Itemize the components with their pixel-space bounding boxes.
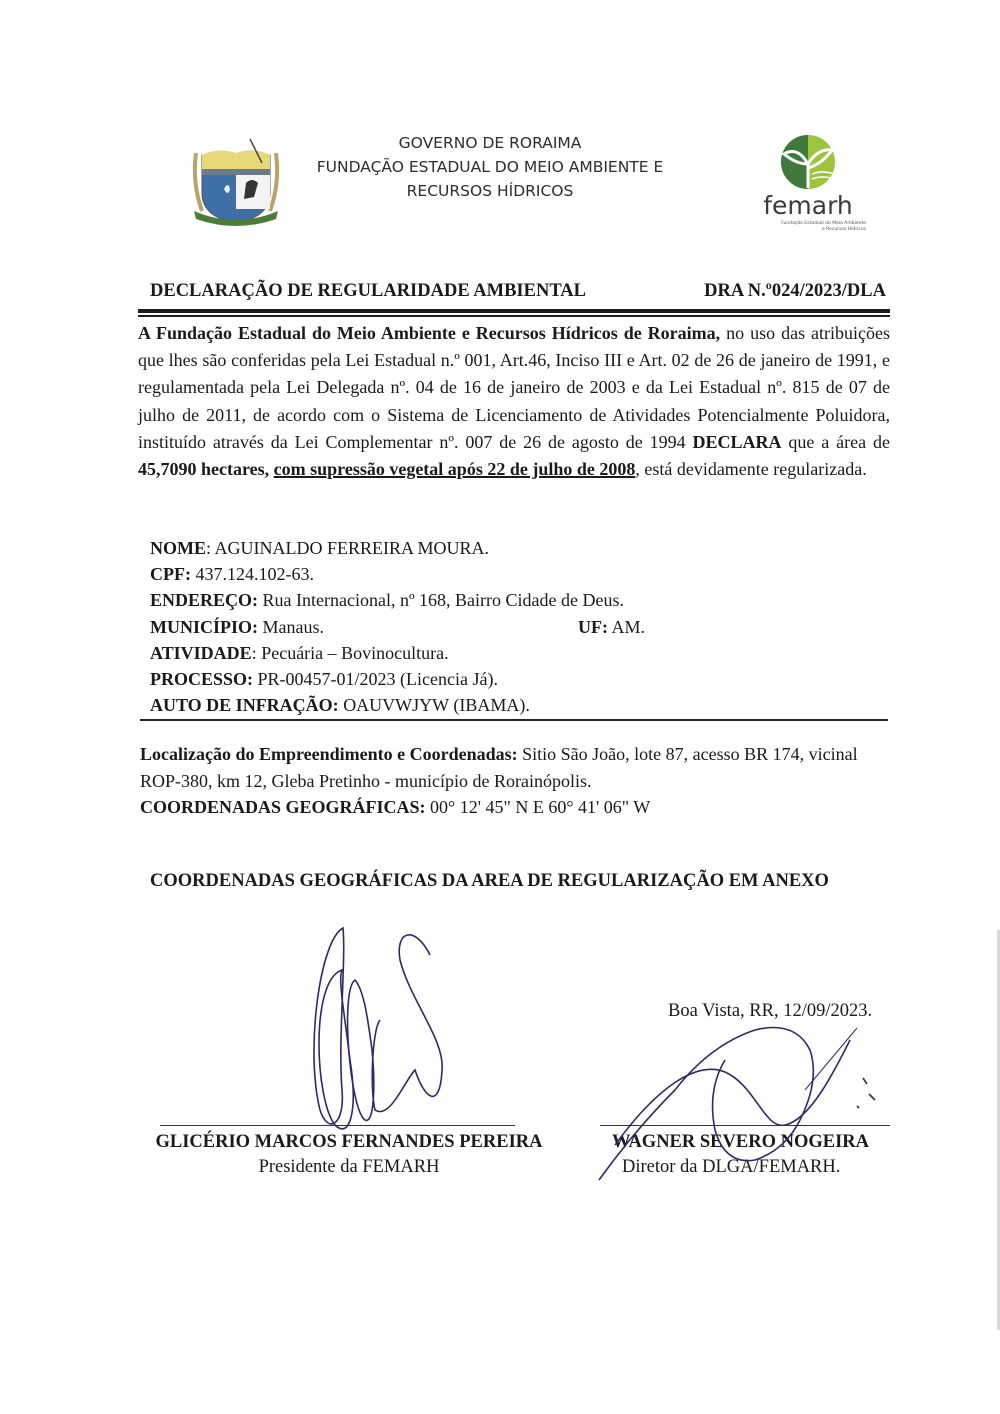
field-address	[150, 587, 890, 613]
field-sep: :	[206, 538, 215, 558]
regularized-text: , está devidamente regularizada.	[635, 459, 867, 480]
field-activity	[150, 640, 890, 666]
document-number: DRA N.º024/2023/DLA	[704, 281, 886, 301]
uf-value: AM.	[608, 616, 646, 637]
signature-line-president	[160, 1125, 515, 1126]
title-divider-thin	[138, 315, 890, 317]
field-label: MUNICÍPIO:	[150, 616, 258, 637]
coordinates-label: COORDENADAS GEOGRÁFICAS:	[140, 797, 426, 817]
location-value: Sitio São João, lote 87, acesso BR 174, vicinal ROP-380, km 12, Gleba Pretinho - município de Rorainópolis.	[140, 744, 858, 791]
declaration-paragraph	[138, 320, 890, 483]
femarh-tagline-2: e Recursos Hídricos	[821, 227, 866, 232]
field-value: Rua Internacional, nº 168, Bairro Cidade de Deus.	[262, 590, 624, 611]
signatory-role-director: Diretor da DLGA/FEMARH.	[622, 1157, 841, 1177]
field-value: OAUVWJYW (IBAMA).	[343, 695, 530, 716]
field-label: ATIVIDADE	[150, 642, 252, 663]
location-block	[140, 741, 890, 821]
place-date: Boa Vista, RR, 12/09/2023.	[668, 1001, 873, 1021]
holder-fields	[150, 535, 890, 718]
femarh-tagline-1: Fundação Estadual do Meio Ambiente	[781, 221, 866, 226]
coordinates-text	[140, 794, 890, 821]
comma: ,	[264, 459, 274, 480]
femarh-wordmark: femarh	[763, 191, 853, 220]
signatory-name-president: GLICÉRIO MARCOS FERNANDES PEREIRA	[155, 1132, 543, 1152]
header-foundation-cont: RECURSOS HÍDRICOS	[406, 182, 574, 200]
fields-divider	[140, 719, 888, 721]
location-text	[140, 741, 890, 794]
header-foundation: FUNDAÇÃO ESTADUAL DO MEIO AMBIENTE E	[316, 158, 664, 176]
location-label: Localização do Empreendimento e Coordenadas:	[140, 744, 518, 764]
field-process	[150, 666, 890, 692]
field-label: AUTO DE INFRAÇÃO:	[150, 695, 339, 716]
foundation-name: A Fundação Estadual do Meio Ambiente e Recursos Hídricos de Roraima,	[138, 323, 721, 343]
suppression-note: com supressão vegetal após 22 de julho de 2008	[273, 459, 636, 480]
field-uf	[578, 614, 645, 640]
field-label: NOME	[150, 538, 206, 558]
field-value: AGUINALDO FERREIRA MOURA.	[214, 538, 490, 558]
header-government: GOVERNO DE RORAIMA	[398, 134, 582, 152]
field-label: CPF:	[150, 564, 191, 585]
area-value: 45,7090 hectares	[138, 459, 265, 480]
legal-basis-text: no uso das atribuições que lhes são conferidas pela Lei Estadual n.º 001, Art.46, Inciso III e Art. 02 de 26 de janeiro de 1991, e regulamentada pela Lei Delegada nº. 04 de 16 de janeiro de 2003 e da Lei Estadual nº. 815 de 07 de julho de 2011, de acordo com o Sistema de Licenciamento de Atividades Potencialmente Poluidora, instituído através da Lei Complementar nº. 007 de 26 de agosto de 1994	[138, 323, 891, 452]
field-value: Pecuária – Bovinocultura.	[261, 642, 449, 663]
field-municipality	[150, 614, 890, 640]
field-sep: :	[251, 642, 262, 663]
field-name	[150, 535, 890, 561]
coordinates-value: 00° 12' 45" N E 60° 41' 06" W	[425, 797, 651, 817]
field-value: PR-00457-01/2023 (Licencia Já).	[257, 669, 498, 690]
uf-label: UF:	[578, 616, 608, 637]
title-divider-thick	[138, 309, 890, 313]
field-label: PROCESSO:	[150, 669, 254, 690]
document-title: DECLARAÇÃO DE REGULARIDADE AMBIENTAL	[150, 281, 586, 301]
declara-keyword: DECLARA	[692, 431, 782, 452]
femarh-logo	[748, 134, 868, 234]
field-value: Manaus.	[262, 616, 324, 637]
field-value: 437.124.102-63.	[195, 564, 314, 585]
field-label: ENDEREÇO:	[150, 590, 259, 611]
annex-note: COORDENADAS GEOGRÁFICAS DA AREA DE REGULARIZAÇÃO EM ANEXO	[150, 871, 829, 891]
signature-line-director	[600, 1125, 890, 1126]
signature-president-icon	[280, 920, 460, 1140]
signatory-role-president: Presidente da FEMARH	[258, 1157, 440, 1177]
field-infraction	[150, 692, 890, 718]
field-cpf	[150, 561, 890, 587]
document-title-row	[150, 281, 886, 302]
area-intro: que a área de	[781, 431, 890, 452]
signatory-name-director: WAGNER SEVERO NOGEIRA	[612, 1132, 869, 1152]
